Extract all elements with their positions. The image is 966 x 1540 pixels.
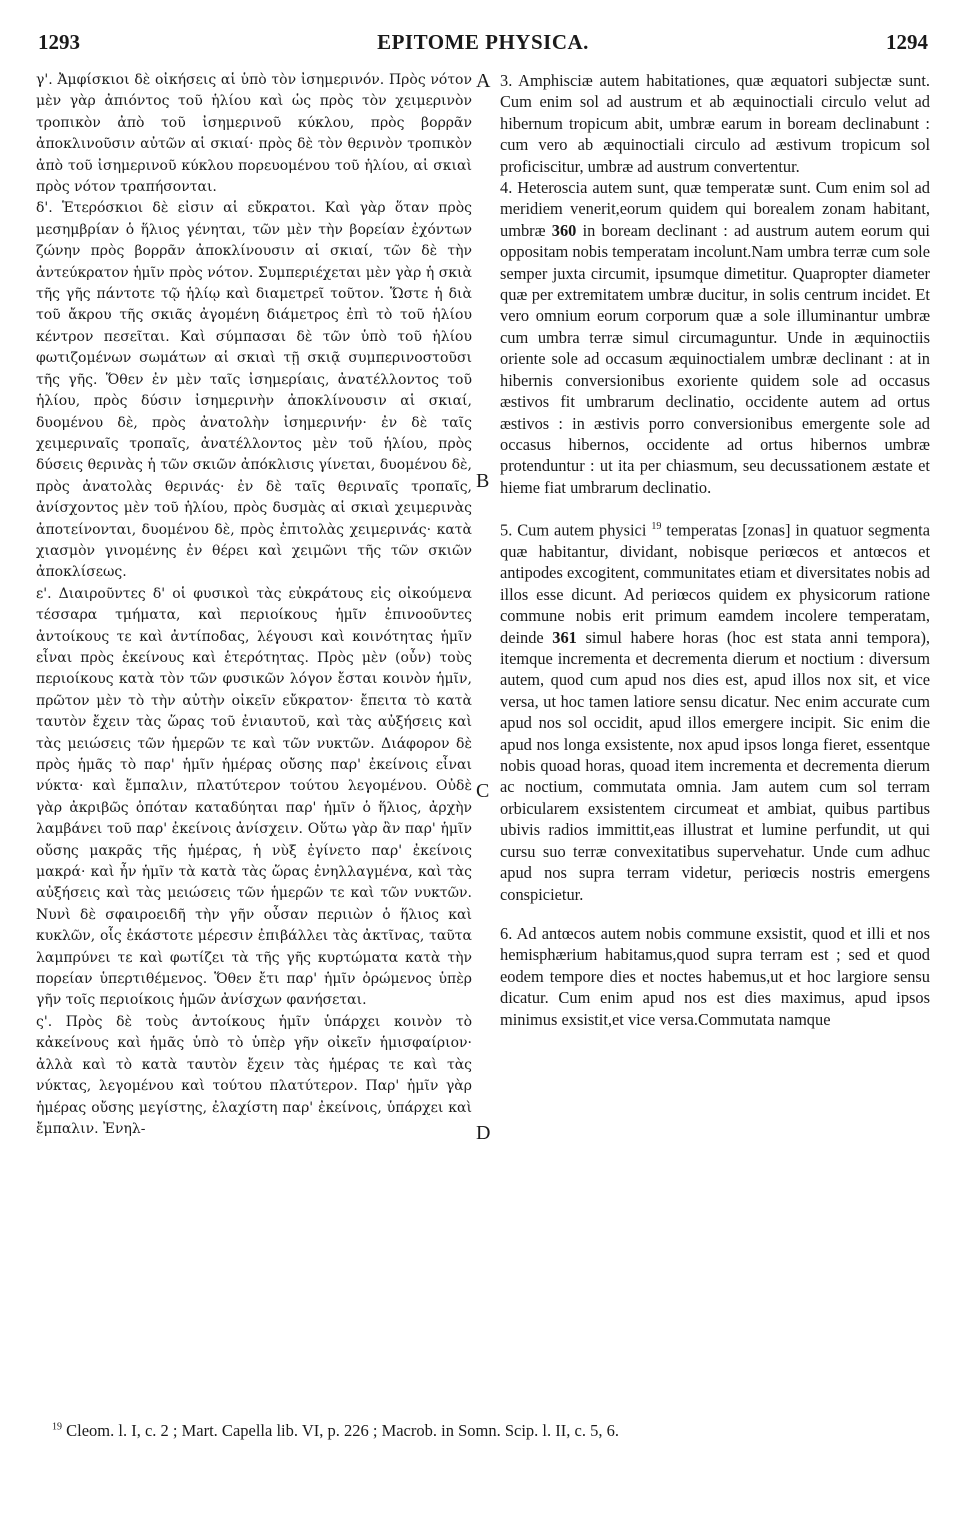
latin-p5-text-c: simul habere horas (hoc est stata anni tempora), itemque incrementa et decrementa dierum et noctium : diversum autem, quod cum apud nos dies est, apud illos nox sit, et vice versa, ut hoc tamen latiore sensu dicatur. Nec enim accurate cum apud nos sol occidit, apud illos emergere incipit. Sic enim die apud nos longa exsistente, nox apud ipsos longa fieret, essentque nobis quoad horas, quoad item incrementa et decrementa dierum ac noctium, commutata omnia. Jam autem cum sol terram orbicularem exsistentem circumeat et ambiat, quibus partibus ubivis radios immittit,eas illustrat et lumine perfundit, ut qui cursu suo terræ convexitatibus supervehatur. Unde cum adhuc apud nos supra terram videtur, periœcis nostris emergens conspicietur. xyxy=(500,627,930,904)
footnote-text: Cleom. l. I, c. 2 ; Mart. Capella lib. VI, p. 226 ; Macrob. in Somn. Scip. l. II, c. 5, 6. xyxy=(62,1421,619,1440)
margin-letter-b: B xyxy=(476,470,490,492)
column-number-360: 360 xyxy=(551,220,577,240)
latin-paragraph-5 xyxy=(500,516,930,905)
running-header xyxy=(38,30,928,60)
latin-column xyxy=(500,70,930,1030)
latin-paragraph-4 xyxy=(500,177,930,498)
footnote xyxy=(52,1421,932,1441)
latin-p4-text-a: 4. Heteroscia autem sunt, quæ temperatæ sunt. Cum enim sol ad meridiem venerit,eorum quidem qui borealem zonam habitant, umbræ xyxy=(500,178,930,240)
greek-column xyxy=(36,70,472,1140)
latin-p5-text-b: temperatas [zonas] in quatuor segmenta quæ habitantur, dividant, nobisque periœcos et antœcos et antipodes excogitent, communitates etiam et diversitates nobis ad illos esse dicunt. Ad periœcos quidem ex physicorum ratione commune nobis erit primum eamdem incolere temperatam, deinde xyxy=(500,520,930,647)
footnote-number: 19 xyxy=(52,1421,62,1433)
margin-letter-d: D xyxy=(476,1122,491,1144)
margin-letter-a: A xyxy=(476,70,491,92)
page-number-right: 1294 xyxy=(886,30,928,54)
greek-paragraph-4: δ'. Ἑτερόσκιοι δὲ εἰσιν αἱ εὔκρατοι. Καὶ γὰρ ὅταν πρὸς μεσημβρίαν ὁ ἥλιος γένηται, τῶν μὲν τὴν βορείαν ἐχόντων ζώνην πρὸς βορρᾶν ἀποκλίνουσιν αἱ σκιαί, τῶν δὲ τὴν ἀντεύκρατον ἡμῖν πρὸς νότον. Συμπεριέχεται μὲν γὰρ ἡ σκιὰ τῆς γῆς πάντοτε τῷ ἡλίῳ καὶ διαμετρεῖ τοῦτον. Ὥστε ἡ διὰ τοῦ ἄκρου τῆς σκιᾶς ἀγομένη διάμετρος ἐπὶ τὸ τοῦ ἡλίου κέντρον πεσεῖται. Καὶ σύμπασαι δὲ τῶν ὑπὸ τοῦ ἡλίου φωτιζομένων σωμάτων αἱ σκιαὶ τῇ σκιᾷ συμπερινοστοῦσι τῆς γῆς. Ὅθεν ἐν μὲν ταῖς ἰσημερίαις, ἀνατέλλοντος τοῦ ἡλίου, πρὸς δύσιν ἰσημερινὴν ἀποκλίνουσιν αἱ σκιαί, δυομένου δὲ, πρὸς ἀνατολὴν ἰσημερινήν· ἐν δὲ ταῖς χειμεριναῖς τροπαῖς, ἀνατέλλοντος μὲν τοῦ ἡλίου, πρὸς δύσεις θερινὰς ἡ τῶν σκιῶν ἀπόκλισις γίνεται, δυομένου δὲ, πρὸς ἀνατολὰς θερινάς· ἐν δὲ ταῖς θεριναῖς τροπαῖς, ἀνίσχοντος μὲν τοῦ ἡλίου, πρὸς δυσμὰς αἱ σκιαὶ χειμερινὰς ἀποτείνονται, δυομένου δὲ, πρὸς ἐπιτολὰς χειμερινάς· κατὰ χιασμὸν γινομένης ἐν θέρει καὶ χειμῶνι τῆς τῶν σκιῶν ἀποκλίσεως. xyxy=(36,200,472,581)
greek-paragraph-6: ς'. Πρὸς δὲ τοὺς ἀντοίκους ἡμῖν ὑπάρχει κοινὸν τὸ κἀκείνους καὶ ἡμᾶς ὑπὸ τὸ ὑπὲρ γῆν οἰκεῖν ἡμισφαίριον· ἀλλὰ καὶ τὸ κατὰ ταυτὸν ἔχειν τὰς ἡμέρας τε καὶ τὰς νύκτας, λεγομένου καὶ τούτου πλατύτερον. Παρ' ἡμῖν γὰρ ἡμέρας οὔσης μεγίστης, ἐλαχίστη παρ' ἐκείνοις, ὑπάρχει καὶ ἔμπαλιν. Ἐνηλ- xyxy=(36,1013,472,1137)
column-number-361: 361 xyxy=(552,627,577,647)
running-title: EPITOME PHYSICA. xyxy=(377,30,589,54)
margin-letter-c: C xyxy=(476,780,490,802)
latin-p4-text-b: in boream declinant : ad austrum autem eorum qui oppositam nobis temperatam incolunt.Nam umbra terræ cum sole semper juxta circumit, ipsumque dimetitur. Quapropter diameter quæ per extremitatem umbræ ducitur, in solis centrum incidet. Et vero omnium eorum corporum quæ a sole illuminantur umbræ cum umbra terræ simul circumaguntur. Unde in æquinoctiis oriente sole ad occasum æquinoctialem umbræ declinant : at in hibernis conversionibus exoriente quidem sole ad occasus æstivos fit umbrarum declinatio, occidente autem ad ortus æstivos : in æstivis porro conversionibus emergente sole ad occasus hibernos, occidente ad ortus hibernos umbræ protenduntur : ut ita per chiasmum, seu decussationem æstate et hieme fiat umbrarum declinatio. xyxy=(500,220,930,497)
greek-paragraph-3: γ'. Ἀμφίσκιοι δὲ οἰκήσεις αἱ ὑπὸ τὸν ἰσημερινόν. Πρὸς νότον μὲν γὰρ ἀπιόντος τοῦ ἡλίου καὶ ὡς πρὸς τὸν χειμερινὸν τροπικὸν ἀπὸ τοῦ ἰσημερινοῦ κύκλου, πρὸς βορρᾶν ἀποκλινοῦσιν αὐτῶν αἱ σκιαί· πρὸς δὲ τὸν θερινὸν τροπικὸν ἀπὸ τοῦ ἰσημερινοῦ κύκλου πορευομένου τοῦ ἡλίου, αἱ σκιαὶ πρὸς νότον τραπήσονται. xyxy=(36,72,472,196)
greek-paragraph-5: ε'. Διαιροῦντες δ' οἱ φυσικοὶ τὰς εὐκράτους εἰς οἰκούμενα τέσσαρα τμήματα, καὶ περιοίκους ἡμῖν ἐπινοοῦντες ἀντοίκους τε καὶ ἀντίποδας, λέγουσι καὶ κοινότητας ἡμῖν εἶναι πρὸς ἐκείνους καὶ ἑτερότητας. Πρὸς μὲν (οὖν) τοὺς περιοίκους κατὰ τὸν τῶν φυσικῶν λόγον ἔσται κοινὸν ἡμῖν, πρῶτον μὲν τὸ τὴν αὐτὴν οἰκεῖν εὔκρατον· ἔπειτα τὸ κατὰ ταυτὸν ἔχειν τὰς ὥρας τοῦ ἐνιαυτοῦ, καὶ τὰς αὐξήσεις καὶ τὰς μειώσεις τῶν ἡμερῶν τε καὶ τῶν νυκτῶν. Διάφορον δὲ πρὸς ἡμᾶς τὸ παρ' ἡμῖν ἡμέρας οὔσης παρ' ἐκείνοις εἶναι νύκτα· καὶ ἔμπαλιν, πλατύτερον τούτου λεγομένου. Οὐδὲ γὰρ ἀκριβῶς ὁπόταν καταδύηται παρ' ἡμῖν ὁ ἥλιος, ἀρχὴν λαμβάνει τοῦ παρ' ἐκείνοις ἀνίσχειν. Οὕτω γὰρ ἂν παρ' ἡμῖν οὔσης μακρᾶς τῆς ἡμέρας, ἡ νὺξ ἐγίνετο παρ' ἐκείνοις μακρά· καὶ ἦν ἡμῖν τὰ κατὰ τὰς ὥρας ἐνηλλαγμένα, καὶ τὰς αὐξήσεις καὶ τὰς μειώσεις τῶν ἡμερῶν τε καὶ τῶν νυκτῶν. Νυνὶ δὲ σφαιροειδῆ τὴν γῆν οὖσαν περιιὼν ὁ ἥλιος καὶ κυκλῶν, οἷς ἑκάστοτε μέρεσιν ἐπιβάλλει τὰς ἀκτῖνας, ταῦτα λαμπρύνει τε καὶ φωτίζει τὰ τῆς γῆς κυρτώματα κατὰ τὴν πορείαν ὑπερτιθέμενος. Ὅθεν ἔτι παρ' ἡμῖν ὁρώμενος ὑπὲρ γῆν τοῖς περιοίκοις ἡμῶν ἀνίσχων φανήσεται. xyxy=(36,585,472,1009)
footnote-ref-19[interactable]: 19 xyxy=(651,521,662,533)
latin-paragraph-3: 3. Amphisciæ autem habitationes, quæ æquatori subjectæ sunt. Cum enim sol ad austrum et ab æquinoctiali circulo velut ad hibernum tropicum abit, umbræ earum in boream declinabunt : cum vero ab æquinoctiali circulo ad æstivum tropicum sol proficiscitur, umbræ ad austrum convertentur. xyxy=(500,71,930,176)
page-number-left: 1293 xyxy=(38,30,80,54)
latin-p5-text-a: 5. Cum autem physici xyxy=(500,520,652,540)
latin-paragraph-6: 6. Ad antœcos autem nobis commune exsistit, quod et illi et nos hemisphærium habitamus,quod supra terram est ; sed et quod eodem tempore dies et noctes habemus,ut et hoc largiore sensu dicatur. Cum enim apud nos est dies maximus, apud ipsos minimus exsistit,et vice versa.Commutata namque xyxy=(500,923,930,1029)
